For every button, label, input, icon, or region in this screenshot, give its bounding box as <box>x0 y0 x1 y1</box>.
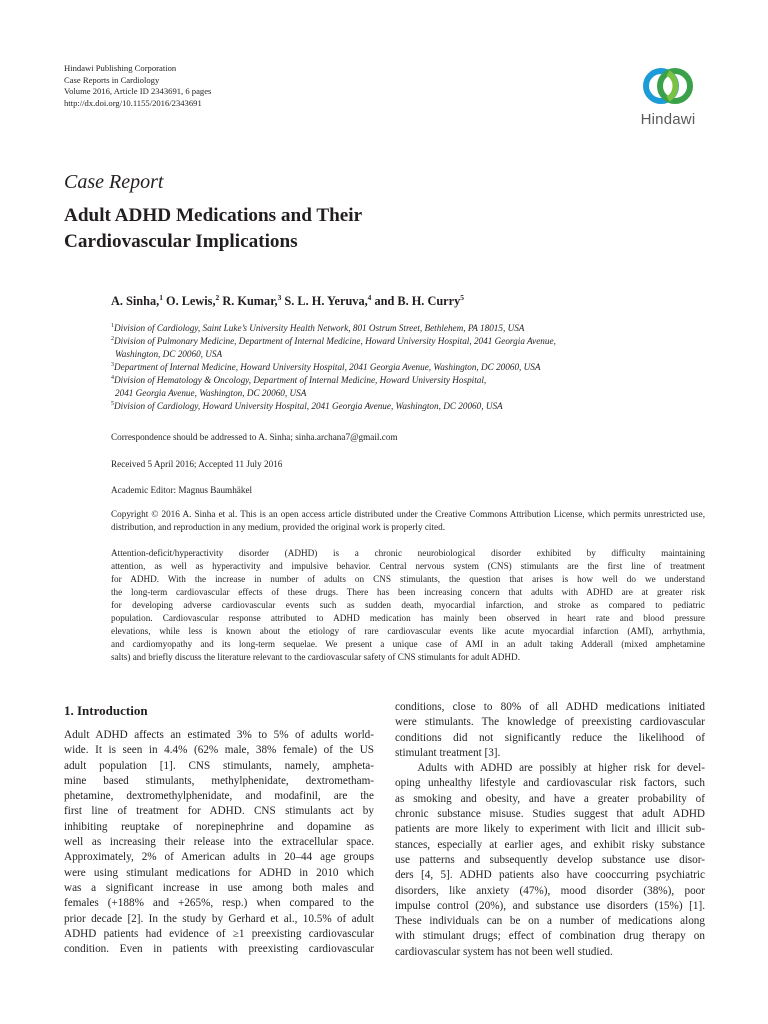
body-line: stimulant treatment [3]. <box>395 746 501 759</box>
abstract-line: Attention-deficit/hyperactivity disorder (ADHD) is a chronic neurobiological disorder exhibited by difficulty maintaining <box>111 548 705 558</box>
affiliation-line: Division of Cardiology, Saint Luke’s University Health Network, 801 Ostrum Street, Bethlehem, PA 18015, USA <box>114 323 525 333</box>
body-line: impulse control (20%), and substance use disorders (15%) [1]. <box>395 899 705 912</box>
affiliation-marker: 1 <box>111 322 114 329</box>
affiliation-marker: 3 <box>111 361 114 368</box>
body-line: prior decade [2]. In the study by Gerhard et al., 10.5% of adult <box>64 912 374 925</box>
body-line: use patterns and subsequently develop substance use disor- <box>395 853 705 866</box>
body-line: as smoking and obesity, and have a greater probability of <box>395 792 705 805</box>
author-affiliation-marker: 2 <box>215 292 220 302</box>
body-line: mine based stimulants, methylphenidate, dextrometham- <box>64 774 374 787</box>
body-line: phetamine, dextromethylphenidate, and modafinil, are the <box>64 790 374 803</box>
affiliation <box>111 374 671 400</box>
body-line: first line of treatment for ADHD. CNS stimulants act by <box>64 805 374 818</box>
affiliations <box>111 322 671 413</box>
journal-name: Case Reports in Cardiology <box>64 74 160 85</box>
body-line: well as increasing their release into the extracellular space. <box>64 836 374 849</box>
affiliation-line: Division of Hematology & Oncology, Department of Internal Medicine, Howard University Hospital, <box>114 375 487 385</box>
volume-info: Volume 2016, Article ID 2343691, 6 pages <box>64 86 212 97</box>
academic-editor: Academic Editor: Magnus Baumhäkel <box>111 485 253 495</box>
body-line: conditions, close to 80% of all ADHD medications initiated <box>395 701 705 713</box>
body-line: Adult ADHD affects an estimated 3% to 5% of adults world- <box>64 729 374 741</box>
title-line: Adult ADHD Medications and Their <box>64 205 363 226</box>
body-line: adult population [1]. CNS stimulants, namely, ampheta- <box>64 759 374 772</box>
author-name: R. Kumar, <box>219 294 278 308</box>
author-affiliation-marker: 4 <box>367 292 372 302</box>
body-line: disorders, like anxiety (47%), mood disorder (38%), poor <box>395 884 705 897</box>
abstract-line: elevations, while less is known about the etiology of rare cardiovascular events like acute myocardial infarction (AMI), arrhythmia, <box>111 625 705 636</box>
author-affiliation-marker: 3 <box>277 292 282 302</box>
body-line: conditions did not significantly reduce the likelihood of <box>395 731 705 744</box>
abstract <box>111 547 705 664</box>
abstract-line: population. Cardiovascular response attributed to ADHD medication has mainly been observed in heart rate and blood pressure <box>111 612 705 623</box>
body-column-left <box>64 728 374 957</box>
publisher-name: Hindawi Publishing Corporation <box>64 63 177 73</box>
doi-link[interactable]: http://dx.doi.org/10.1155/2016/2343691 <box>64 97 202 108</box>
journal-header <box>64 63 211 109</box>
abstract-line: attention, as well as hyperactivity and impulsive behavior. Central nervous system (CNS) stimulants are the first line of treatment <box>111 560 705 571</box>
author-list <box>111 294 464 309</box>
article-title <box>64 203 664 254</box>
author-affiliation-marker: 1 <box>159 292 163 302</box>
author-name: S. L. H. Yeruva, <box>281 294 368 308</box>
logo-text: Hindawi <box>640 111 696 128</box>
author-name: and B. H. Curry <box>371 294 461 308</box>
affiliation <box>111 361 671 374</box>
affiliation-marker: 4 <box>111 374 114 381</box>
author-affiliation-marker: 5 <box>460 292 464 302</box>
body-line: was a significant increase in use among both males and <box>64 881 374 894</box>
body-line: condition. Even in patients with preexisting cardiovascular <box>64 943 374 956</box>
section-heading: 1. Introduction <box>64 703 148 718</box>
body-line: stances, especially at earlier ages, and exhibit risky substance <box>395 838 705 851</box>
author-name: O. Lewis, <box>162 294 216 308</box>
author-name: A. Sinha, <box>111 294 160 308</box>
body-line: with stimulant drugs; effect of combination drug therapy on <box>395 930 705 943</box>
body-line: ADHD patients had evidence of ≥1 preexisting cardiovascular <box>64 927 374 940</box>
body-line: wide. It is seen in 4.4% (62% male, 38% female) of the US <box>64 744 374 757</box>
abstract-line: for developing adverse cardiovascular events such as sudden death, myocardial infarction, and stroke as compared to pediatric <box>111 599 705 610</box>
affiliation-marker: 2 <box>111 335 114 342</box>
abstract-line: salts) and briefly discuss the literature relevant to the cardiovascular safety of CNS stimulants for adult ADHD. <box>111 651 520 662</box>
affiliation-line: Division of Cardiology, Howard University Hospital, 2041 Georgia Avenue, Washington, DC 20060, USA <box>114 401 503 411</box>
body-line: Adults with ADHD are possibly at higher risk for devel- <box>395 762 705 775</box>
body-line: ders [4, 5]. ADHD patients also have cooccurring psychiatric <box>395 869 705 882</box>
copyright-notice: Copyright © 2016 A. Sinha et al. This is an open access article distributed under the Creative Commons Attribution License, which permits unrestricted use, distribution, and reproduction in any medium, provided the original work is properly cited. <box>111 509 705 532</box>
body-line: These individuals can be on a number of medications along <box>395 915 705 928</box>
abstract-line: and cardiomyopathy and its long-term sequelae. We present a unique case of AMI in an adult taking Adderall (mixed amphetamine <box>111 638 705 649</box>
body-line: cardiovascular system has not been well studied. <box>395 945 613 958</box>
article-type: Case Report <box>64 171 164 193</box>
affiliation <box>111 322 671 335</box>
body-line: were stimulants. The knowledge of preexisting cardiovascular <box>395 716 705 729</box>
body-line: Approximately, 2% of American adults in 20–44 age groups <box>64 851 374 864</box>
affiliation <box>111 400 671 413</box>
affiliation-marker: 5 <box>111 400 114 407</box>
affiliation-line: Division of Pulmonary Medicine, Department of Internal Medicine, Howard University Hospital, 2041 Georgia Avenue, <box>114 336 556 346</box>
body-column-right <box>395 700 705 960</box>
affiliation <box>111 335 671 361</box>
body-line: females (+188% and +265%, resp.) when compared to the <box>64 897 374 910</box>
abstract-line: for ADHD. With the increase in number of adults on CNS stimulants, the question that arises is how well do we understand <box>111 573 705 584</box>
body-line: patients are more likely to experiment with licit and illicit sub- <box>395 823 705 836</box>
abstract-line: the long-term cardiovascular effects of these drugs. There has been increasing concern that adults with ADHD are at greater risk <box>111 586 705 597</box>
body-line: were using stimulant medications for ADHD in 2010 which <box>64 866 374 879</box>
received-date: Received 5 April 2016; Accepted 11 July 2016 <box>111 459 283 469</box>
hindawi-logo <box>628 62 708 132</box>
correspondence: Correspondence should be addressed to A. Sinha; sinha.archana7@gmail.com <box>111 432 398 442</box>
hindawi-logo-icon <box>641 64 695 108</box>
body-line: oping unhealthy lifestyle and cardiovascular risk factors, such <box>395 777 705 790</box>
body-line: chronic substance misuse. Studies suggest that adult ADHD <box>395 808 705 821</box>
affiliation-line: Washington, DC 20060, USA <box>115 349 223 359</box>
affiliation-line: Department of Internal Medicine, Howard University Hospital, 2041 Georgia Avenue, Washington, DC 20060, USA <box>114 362 541 372</box>
body-line: inhibiting reuptake of norepinephrine and dopamine as <box>64 820 374 833</box>
affiliation-line: 2041 Georgia Avenue, Washington, DC 20060, USA <box>115 388 307 398</box>
title-line: Cardiovascular Implications <box>64 230 298 252</box>
